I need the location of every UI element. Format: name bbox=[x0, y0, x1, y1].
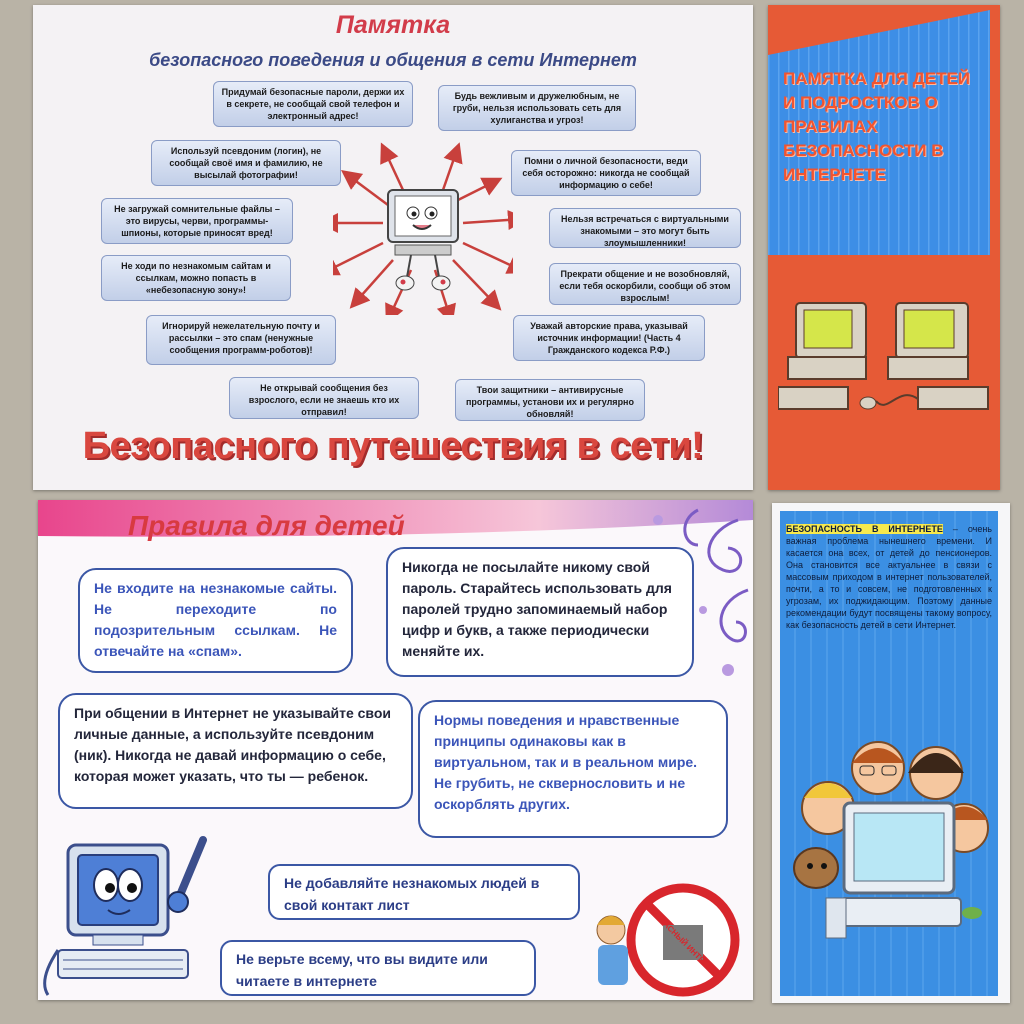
rules-poster bbox=[38, 500, 753, 1000]
tip-meeting: Нельзя встречаться с виртуальными знакомыми – это могут быть злоумышленники! bbox=[549, 208, 741, 248]
booklet-info-page bbox=[772, 503, 1010, 1003]
info-body: – очень важная проблема нынешнего времени. И касается она всех, от детей до пенсионеров. Она становится все актуальнее в связи с массовым приходом в интернет пользователей, почти, а то и совсем, не подготовленных к угрозам, их поджидающим. Поэтому данные рекомендации будут посвящены такому вопросу, как безопасность детей в сети Интернет. bbox=[786, 524, 992, 630]
booklet-cover bbox=[768, 5, 1000, 490]
memo-slogan: Безопасного путешествия в сети! bbox=[82, 425, 704, 467]
kids-illustration-icon bbox=[786, 728, 996, 968]
rule-box-trust: Не верьте всему, что вы видите или читаете в интернете bbox=[220, 940, 536, 996]
rules-title: Правила для детей bbox=[128, 510, 405, 541]
cover-title: ПАМЯТКА ДЛЯ ДЕТЕЙ И ПОДРОСТКОВ О ПРАВИЛАХ БЕЗОПАСНОСТИ В ИНТЕРНЕТЕ bbox=[783, 69, 971, 184]
tip-stop: Прекрати общение и не возобновляй, если тебя оскорбили, сообщи об этом взрослым! bbox=[549, 263, 741, 305]
tip-passwords: Придумай безопасные пароли, держи их в секрете, не сообщай свой телефон и электронный адрес! bbox=[213, 81, 413, 127]
tip-sites: Не ходи по незнакомым сайтам и ссылкам, можно попасть в «небезопасную зону»! bbox=[101, 255, 291, 301]
tip-pseudonym: Используй псевдоним (логин), не сообщай своё имя и фамилию, не высылай фотографии! bbox=[151, 140, 341, 186]
tip-spam: Игнорируй нежелательную почту и рассылки – это спам (ненужные сообщения программ-роботов)! bbox=[146, 315, 336, 365]
desktop-computer-icon bbox=[778, 295, 993, 445]
memo-poster bbox=[33, 5, 753, 490]
tip-polite: Будь вежливым и дружелюбным, не груби, нельзя использовать сеть для хулиганства и угроз! bbox=[438, 85, 636, 131]
info-highlight: БЕЗОПАСНОСТЬ В ИНТЕРНЕТЕ bbox=[786, 524, 943, 534]
rule-bubble-sites: Не входите на незнакомые сайты. Не переходите по подозрительным ссылкам. Не отвечайте на «спам». bbox=[78, 568, 353, 673]
memo-title: Памятка bbox=[335, 11, 451, 39]
rule-box-contacts: Не добавляйте незнакомых людей в свой контакт лист bbox=[268, 864, 580, 920]
rule-bubble-password: Никогда не посылайте никому свой пароль. Старайтесь использовать для паролей трудно запоминаемый набор цифр и букв, а также периодически меняйте их. bbox=[386, 547, 694, 677]
tip-safety: Помни о личной безопасности, веди себя осторожно: никогда не сообщай информацию о себе! bbox=[511, 150, 701, 196]
computer-mascot-icon bbox=[333, 135, 513, 315]
tip-antivirus: Твои защитники – антивирусные программы, установи их и регулярно обновляй! bbox=[455, 379, 645, 421]
tip-messages: Не открывай сообщения без взрослого, если не знаешь кто их отправил! bbox=[229, 377, 419, 419]
rule-bubble-personal: При общении в Интернет не указывайте свои личные данные, а используйте псевдоним (ник). Никогда не давай информацию о себе, которая может указать, что ты — ребенок. bbox=[58, 693, 413, 809]
stop-sign-label: БЕЗОПАСНЫЙ ИНТЕРНЕТ bbox=[641, 900, 722, 980]
tip-files: Не загружай сомнительные файлы – это вирусы, черви, программы-шпионы, которые приносят вред! bbox=[101, 198, 293, 244]
info-paragraph bbox=[786, 523, 992, 631]
tip-copyright: Уважай авторские права, указывай источник информации! (Часть 4 Гражданского кодекса Р.Ф.) bbox=[513, 315, 705, 361]
rule-bubble-norms: Нормы поведения и нравственные принципы одинаковы как в виртуальном, так и в реальном мире. Не грубить, не сквернословить и не оскорблять других. bbox=[418, 700, 728, 838]
monitor-mascot-icon bbox=[38, 830, 218, 1000]
memo-subtitle: безопасного поведения и общения в сети Интернет bbox=[149, 50, 637, 70]
